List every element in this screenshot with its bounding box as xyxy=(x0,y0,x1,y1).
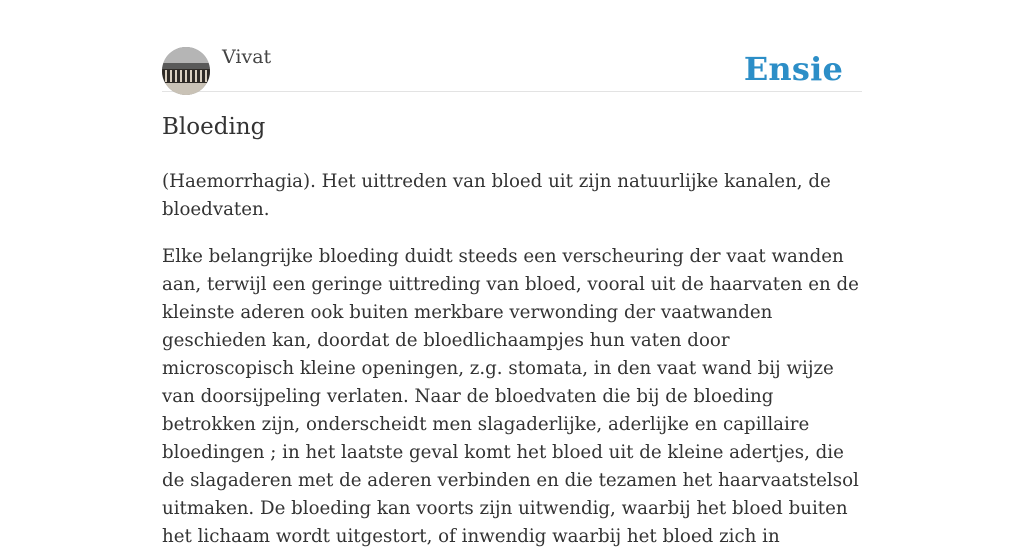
brand-logo[interactable]: Ensie xyxy=(743,50,843,88)
article-paragraph: (Haemorrhagia). Het uittreden van bloed uit zijn natuurlijke kanalen, de bloedvaten. xyxy=(162,171,831,220)
page-title: Bloeding xyxy=(162,114,266,140)
header xyxy=(162,0,862,92)
author-name[interactable]: Vivat xyxy=(222,46,272,68)
article-paragraph: Elke belangrijke bloeding duidt steeds een verscheuring der vaat wanden aan, terwijl een geringe uittreding van bloed, vooral uit de haarvaten en de kleinste aderen ook buiten merkbare verwonding der vaatwanden geschieden kan, doordat de bloedlichaampjes hun vaten door microscopisch kleine openingen, z.g. stomata, in den vaat wand bij wijze van doorsijpeling verlaten. Naar de bloedvaten die bij de bloeding betrokken zijn, onderscheidt men slagaderlijke, aderlijke en capillaire bloedingen ; in het laatste geval komt het bloed uit de kleine adertjes, die de slagaderen met de aderen verbinden en die tezamen het haarvaatstelsol uitmaken. De bloeding kan voorts zijn uitwendig, waarbij het bloed buiten het lichaam wordt uitgestort, of inwendig waarbij het bloed zich in xyxy=(162,246,859,547)
avatar-image xyxy=(162,47,210,95)
author-avatar-icon[interactable] xyxy=(162,47,210,95)
page-container xyxy=(162,0,862,547)
